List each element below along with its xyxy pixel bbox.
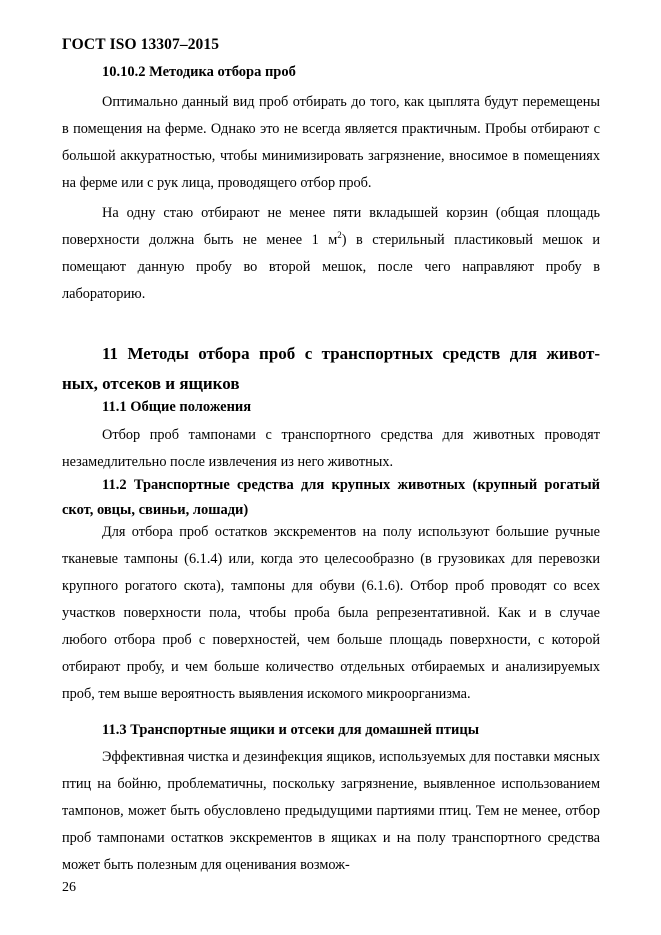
paragraph-10-10-2-2 xyxy=(62,200,600,308)
page-number: 26 xyxy=(62,880,76,895)
superscript-2: 2 xyxy=(337,230,342,241)
paragraph-text-after: ) в стерильный пластиковый мешок и помещают данную пробу во второй мешок, после чего направляют пробу в лабораторию. xyxy=(62,232,600,302)
section-heading-11-1: 11.1 Общие положения xyxy=(102,399,252,415)
section-heading-11 xyxy=(62,339,600,399)
paragraph-text: Для отбора проб остатков экскрементов на полу используют большие ручные тканевые тампоны (6.1.4) или, когда это целесообразно (в грузовиках для перевозки крупного рогатого скота), тампоны для обуви (6.1.6). Отбор проб проводят со всех участков поверхности пола, чтобы проба была репрезентативной. Как и в случае любого отбора проб с поверхностей, чем больше площадь поверхности, с которой отбирают пробу, и чем больше количество отдельных отбираемых и анализируемых проб, тем выше вероятность выявления искомого микроорганизма. xyxy=(62,524,600,702)
paragraph-11-1-1 xyxy=(62,422,600,476)
heading-text: 11.2 Транспортные средства для крупных животных (крупный рогатый скот, овцы, свиньи, лошади) xyxy=(62,477,600,518)
section-heading-10-10-2: 10.10.2 Методика отбора проб xyxy=(102,64,296,80)
paragraph-10-10-2-1 xyxy=(62,89,600,197)
section-heading-11-line1: 11 Методы отбора проб с транспортных средств для живот- xyxy=(102,344,600,363)
standard-header: ГОСТ ISO 13307–2015 xyxy=(62,36,220,53)
paragraph-text: Отбор проб тампонами с транспортного средства для животных проводят незамедлительно после извлечения из него животных. xyxy=(62,427,600,470)
section-heading-11-line2: ных, отсеков и ящиков xyxy=(62,374,240,393)
paragraph-11-2-1 xyxy=(62,519,600,708)
paragraph-11-3-1 xyxy=(62,744,600,879)
section-heading-11-2 xyxy=(62,473,600,523)
paragraph-text: Эффективная чистка и дезинфекция ящиков, используемых для поставки мясных птиц на бойню, проблематичны, поскольку загрязнение, выявленное использованием тампонов, может быть обусловлено предыдущими партиями птиц. Тем не менее, отбор проб тампонами остатков экскрементов в ящиках и на полу транспортного средства может быть полезным для оценивания возмож- xyxy=(62,749,600,873)
paragraph-text: Оптимально данный вид проб отбирать до того, как цыплята будут перемещены в помещения на ферме. Однако это не всегда является практичным. Пробы отбирают с большой аккуратностью, чтобы минимизировать загрязнение, вносимое в помещениях на ферме или с рук лица, проводящего отбор проб. xyxy=(62,94,600,191)
paragraph-text-before: На одну стаю отбирают не менее пяти вкладышей корзин (общая площадь поверхности должна быть не менее 1 м xyxy=(62,205,600,248)
section-heading-11-3: 11.3 Транспортные ящики и отсеки для домашней птицы xyxy=(102,722,480,738)
